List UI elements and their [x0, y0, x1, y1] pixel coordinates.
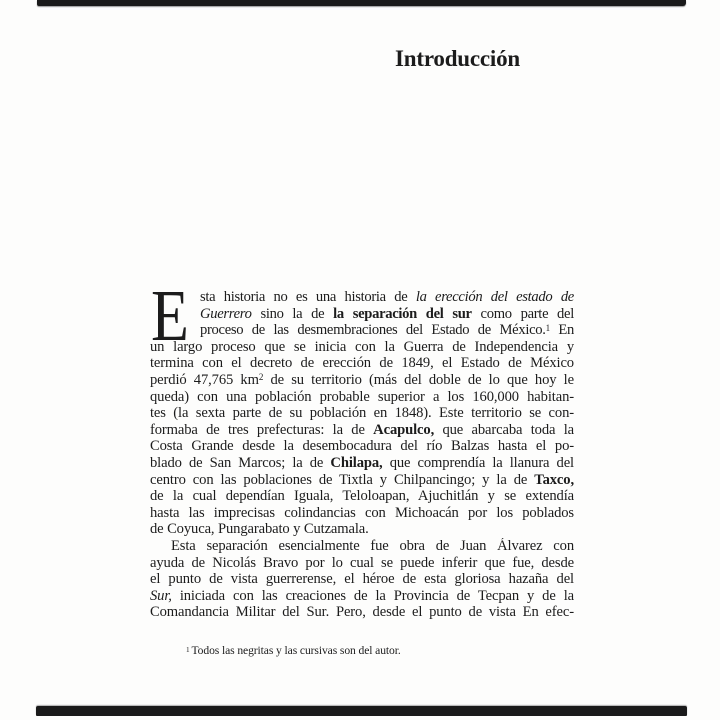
text-line: Esta separación esencialmente fue obra de Juan Álvarez con: [171, 537, 574, 554]
text-line: sta historia no es una historia de la erección del estado de: [200, 289, 574, 305]
footnote-text: Todos las negritas y las cursivas son del autor.: [191, 644, 401, 657]
body-text: [150, 275, 574, 621]
text-line: de Coyuca, Pungarabato y Cutzamala.: [150, 521, 369, 538]
text-line: centro con las poblaciones de Tixtla y Chilpancingo; y la de Taxco,: [150, 471, 574, 488]
text-line: un largo proceso que se inicia con la Guerra de Independencia y: [150, 338, 574, 355]
drop-cap: E: [151, 275, 189, 356]
footnote: [186, 644, 401, 657]
text-line: Guerrero sino la de la separación del sur como parte del: [200, 305, 574, 322]
text-line: queda) con una población probable superior a los 160,000 habitan-: [150, 388, 574, 405]
text-line: formaba de tres prefecturas: la de Acapulco, que abarcaba toda la: [150, 421, 574, 438]
text-line: el punto de vista guerrerense, el héroe de esta gloriosa hazaña del: [150, 571, 574, 588]
text-line: Costa Grande desde la desembocadura del río Balzas hasta el po-: [150, 438, 574, 455]
text-line: tes (la sexta parte de su población en 1848). Este territorio se con-: [150, 405, 574, 422]
footnote-marker: 1: [186, 645, 190, 654]
text-line: proceso de las desmembraciones del Estado de México.$^1$ En: [200, 322, 574, 339]
text-line: perdió 47,765 $km^2$ de su territorio (más del doble de lo que hoy le: [150, 371, 574, 388]
text-line: Sur, iniciada con las creaciones de la Provincia de Tecpan y de la: [150, 587, 574, 604]
page-title: Introducción: [395, 46, 520, 71]
text-line: ayuda de Nicolás Bravo por lo cual se puede inferir que fue, desde: [150, 554, 574, 571]
scan-edge-artifact-top: [37, 0, 686, 6]
text-line: hasta las imprecisas colindancias con Michoacán por los poblados: [150, 504, 574, 521]
body-lines: [150, 275, 574, 621]
text-line: de la cual dependían Iguala, Teloloapan, Ajuchitlán y se extendía: [150, 488, 574, 505]
text-line: blado de San Marcos; la de Chilapa, que comprendía la llanura del: [150, 454, 574, 471]
scan-edge-artifact-bottom: [36, 706, 687, 716]
text-line: Comandancia Militar del Sur. Pero, desde el punto de vista En efec-: [150, 604, 574, 621]
text-line: termina con el decreto de erección de 1849, el Estado de México: [150, 355, 574, 372]
